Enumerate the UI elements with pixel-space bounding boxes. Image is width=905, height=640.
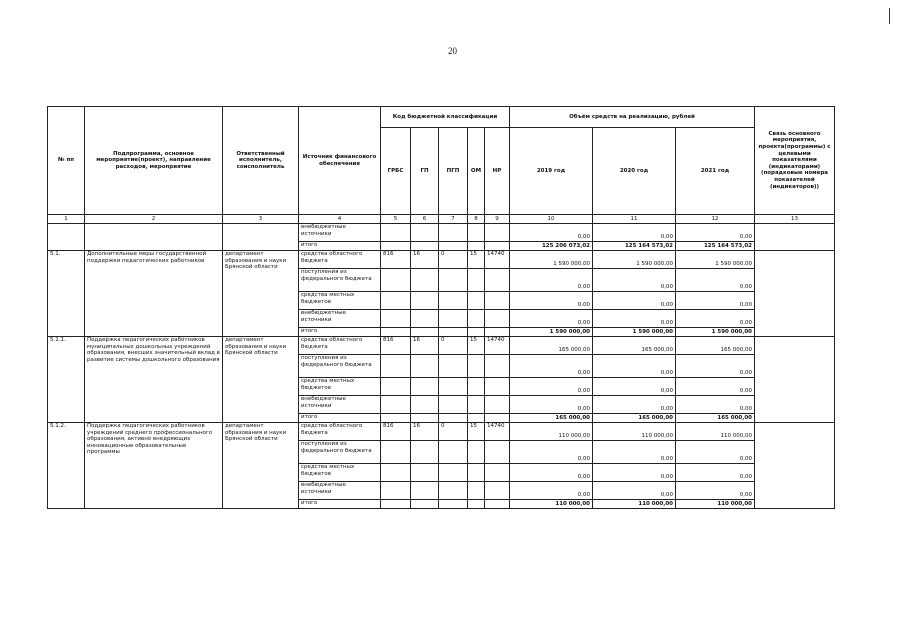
table-row <box>48 337 835 355</box>
column-number: 13 <box>755 215 835 224</box>
nr-cell: 14740 <box>485 251 510 269</box>
total-2020: 1 590 000,00 <box>593 328 676 337</box>
total-2019: 125 206 073,02 <box>510 242 593 251</box>
code-cell <box>485 464 510 482</box>
code-cell <box>381 292 411 310</box>
code-cell <box>439 378 468 396</box>
code-cell <box>485 355 510 378</box>
code-cell <box>411 378 439 396</box>
value-2021: 0,00 <box>676 378 755 396</box>
carry-name-cell <box>85 224 223 251</box>
value-2019: 0,00 <box>510 269 593 292</box>
value-2020: 1 590 000,00 <box>593 251 676 269</box>
value-2019: 1 590 000,00 <box>510 251 593 269</box>
total-2019: 110 000,00 <box>510 500 593 509</box>
item-number: 5.1.2. <box>48 423 85 509</box>
value-2021: 0,00 <box>676 464 755 482</box>
source-cell: поступления из федерального бюджета <box>299 355 381 378</box>
code-cell <box>411 500 439 509</box>
header-2021: 2021 год <box>676 128 755 215</box>
source-cell: средства местных бюджетов <box>299 378 381 396</box>
code-cell <box>381 500 411 509</box>
value-2019: 0,00 <box>510 310 593 328</box>
code-cell <box>439 464 468 482</box>
gp-cell: 16 <box>411 337 439 355</box>
source-cell: средства областного бюджета <box>299 423 381 441</box>
value-2019: 0,00 <box>510 396 593 414</box>
value-2021: 165 000,00 <box>676 337 755 355</box>
header-row-1 <box>48 107 835 128</box>
source-cell: внебюджетные источники <box>299 482 381 500</box>
total-2021: 165 000,00 <box>676 414 755 423</box>
code-cell <box>411 269 439 292</box>
value-2019: 0,00 <box>510 482 593 500</box>
column-number: 8 <box>468 215 485 224</box>
source-cell: средства областного бюджета <box>299 251 381 269</box>
header-volume-group: Объём средств на реализацию, рублей <box>510 107 755 128</box>
code-cell <box>485 441 510 464</box>
code-cell <box>411 292 439 310</box>
nr-cell: 14740 <box>485 337 510 355</box>
code-cell <box>411 464 439 482</box>
value-2021: 0,00 <box>676 441 755 464</box>
column-number: 3 <box>223 215 299 224</box>
code-cell <box>485 396 510 414</box>
value-2020: 0,00 <box>593 378 676 396</box>
code-cell <box>381 378 411 396</box>
code-cell <box>468 500 485 509</box>
code-cell <box>381 269 411 292</box>
header-pgp: ПГП <box>439 128 468 215</box>
item-number: 5.1. <box>48 251 85 337</box>
code-cell <box>485 292 510 310</box>
code-cell <box>485 269 510 292</box>
total-2021: 110 000,00 <box>676 500 755 509</box>
code-cell <box>468 355 485 378</box>
value-2021: 0,00 <box>676 224 755 242</box>
code-cell <box>468 310 485 328</box>
om-cell: 15 <box>468 251 485 269</box>
code-cell <box>439 441 468 464</box>
code-cell <box>439 269 468 292</box>
source-cell: итого <box>299 242 381 251</box>
total-2019: 1 590 000,00 <box>510 328 593 337</box>
item-name: Поддержка педагогических работников учреждений среднего профессионального образования, активно внедряющих инновационные образовательные программы <box>85 423 223 509</box>
code-cell <box>411 242 439 251</box>
source-cell: внебюджетные источники <box>299 224 381 242</box>
column-number: 2 <box>85 215 223 224</box>
code-cell <box>381 242 411 251</box>
value-2019: 0,00 <box>510 355 593 378</box>
value-2020: 0,00 <box>593 396 676 414</box>
link-cell <box>755 337 835 423</box>
total-2021: 125 164 573,02 <box>676 242 755 251</box>
total-2020: 165 000,00 <box>593 414 676 423</box>
item-number: 5.1.1. <box>48 337 85 423</box>
code-cell <box>381 441 411 464</box>
total-2019: 165 000,00 <box>510 414 593 423</box>
header-om: ОМ <box>468 128 485 215</box>
total-2020: 110 000,00 <box>593 500 676 509</box>
column-number: 1 <box>48 215 85 224</box>
code-cell <box>439 292 468 310</box>
header-executor: Ответственный исполнитель, соисполнитель <box>223 107 299 215</box>
header-budget-code-group: Код бюджетной классификации <box>381 107 510 128</box>
link-cell <box>755 423 835 509</box>
source-cell: итого <box>299 328 381 337</box>
value-2021: 0,00 <box>676 396 755 414</box>
code-cell <box>468 441 485 464</box>
source-cell: итого <box>299 500 381 509</box>
code-cell <box>468 269 485 292</box>
code-cell <box>439 310 468 328</box>
code-cell <box>411 310 439 328</box>
value-2020: 0,00 <box>593 292 676 310</box>
total-2021: 1 590 000,00 <box>676 328 755 337</box>
code-cell <box>439 242 468 251</box>
source-cell: внебюджетные источники <box>299 310 381 328</box>
item-executor: департамент образования и науки Брянской области <box>223 423 299 509</box>
source-cell: итого <box>299 414 381 423</box>
code-cell <box>485 482 510 500</box>
code-cell <box>381 355 411 378</box>
column-number: 12 <box>676 215 755 224</box>
link-cell <box>755 224 835 251</box>
column-number: 6 <box>411 215 439 224</box>
value-2021: 110 000,00 <box>676 423 755 441</box>
code-cell <box>381 310 411 328</box>
value-2021: 0,00 <box>676 310 755 328</box>
source-cell: поступления из федерального бюджета <box>299 441 381 464</box>
header-source: Источник финансового обеспечения <box>299 107 381 215</box>
value-2020: 0,00 <box>593 441 676 464</box>
code-cell <box>439 396 468 414</box>
code-cell <box>468 396 485 414</box>
code-cell <box>468 414 485 423</box>
code-cell <box>468 378 485 396</box>
code-cell <box>485 328 510 337</box>
header-2020: 2020 год <box>593 128 676 215</box>
value-2021: 0,00 <box>676 355 755 378</box>
item-executor: департамент образования и науки Брянской области <box>223 337 299 423</box>
code-cell <box>468 464 485 482</box>
code-cell <box>485 242 510 251</box>
item-name: Поддержка педагогических работников муниципальных дошкольных учреждений образования, внесших значительный вклад в развитие системы дошкольного образования <box>85 337 223 423</box>
header-gp: ГП <box>411 128 439 215</box>
code-cell <box>411 328 439 337</box>
pgp-cell: 0 <box>439 251 468 269</box>
value-2019: 165 000,00 <box>510 337 593 355</box>
code-cell <box>439 224 468 242</box>
header-num: № пп <box>48 107 85 215</box>
link-cell <box>755 251 835 337</box>
header-link: Связь основного мероприятия, проекта(программы) с целевыми показателями (индикаторами) (порядковые номера показателей (индикаторов)) <box>755 107 835 215</box>
header-grbs: ГРБС <box>381 128 411 215</box>
code-cell <box>468 242 485 251</box>
value-2020: 0,00 <box>593 355 676 378</box>
value-2019: 0,00 <box>510 224 593 242</box>
source-cell: средства областного бюджета <box>299 337 381 355</box>
code-cell <box>381 482 411 500</box>
code-cell <box>485 414 510 423</box>
code-cell <box>468 328 485 337</box>
gp-cell: 16 <box>411 251 439 269</box>
code-cell <box>381 414 411 423</box>
column-number: 10 <box>510 215 593 224</box>
code-cell <box>381 224 411 242</box>
grbs-cell: 816 <box>381 423 411 441</box>
code-cell <box>411 396 439 414</box>
table-row <box>48 224 835 242</box>
pgp-cell: 0 <box>439 423 468 441</box>
code-cell <box>411 224 439 242</box>
value-2019: 0,00 <box>510 378 593 396</box>
source-cell: средства местных бюджетов <box>299 464 381 482</box>
code-cell <box>381 396 411 414</box>
code-cell <box>468 482 485 500</box>
table-row <box>48 423 835 441</box>
table-body <box>48 215 835 509</box>
column-number: 9 <box>485 215 510 224</box>
om-cell: 15 <box>468 423 485 441</box>
header-subprogram: Подпрограмма, основное мероприятие(проект), направление расходов, мероприятие <box>85 107 223 215</box>
source-cell: поступления из федерального бюджета <box>299 269 381 292</box>
carry-executor-cell <box>223 224 299 251</box>
page-number: 20 <box>448 46 457 56</box>
grbs-cell: 816 <box>381 251 411 269</box>
code-cell <box>485 500 510 509</box>
column-number: 4 <box>299 215 381 224</box>
nr-cell: 14740 <box>485 423 510 441</box>
item-name: Дополнительные меры государственной поддержки педагогических работников <box>85 251 223 337</box>
item-executor: департамент образования и науки Брянской области <box>223 251 299 337</box>
code-cell <box>439 482 468 500</box>
value-2021: 1 590 000,00 <box>676 251 755 269</box>
carry-num-cell <box>48 224 85 251</box>
value-2019: 0,00 <box>510 292 593 310</box>
code-cell <box>411 441 439 464</box>
value-2020: 0,00 <box>593 269 676 292</box>
column-number: 7 <box>439 215 468 224</box>
value-2020: 0,00 <box>593 224 676 242</box>
pgp-cell: 0 <box>439 337 468 355</box>
value-2021: 0,00 <box>676 269 755 292</box>
value-2020: 165 000,00 <box>593 337 676 355</box>
code-cell <box>439 328 468 337</box>
value-2020: 110 000,00 <box>593 423 676 441</box>
column-number-row <box>48 215 835 224</box>
code-cell <box>439 414 468 423</box>
value-2021: 0,00 <box>676 292 755 310</box>
gp-cell: 16 <box>411 423 439 441</box>
budget-table <box>47 106 835 509</box>
code-cell <box>468 292 485 310</box>
value-2021: 0,00 <box>676 482 755 500</box>
value-2019: 110 000,00 <box>510 423 593 441</box>
code-cell <box>411 355 439 378</box>
code-cell <box>411 482 439 500</box>
source-cell: средства местных бюджетов <box>299 292 381 310</box>
scan-edge-mark <box>889 8 890 24</box>
table-row <box>48 251 835 269</box>
code-cell <box>468 224 485 242</box>
code-cell <box>381 464 411 482</box>
header-nr: НР <box>485 128 510 215</box>
om-cell: 15 <box>468 337 485 355</box>
value-2020: 0,00 <box>593 464 676 482</box>
code-cell <box>439 355 468 378</box>
value-2020: 0,00 <box>593 482 676 500</box>
header-2019: 2019 год <box>510 128 593 215</box>
code-cell <box>485 378 510 396</box>
code-cell <box>485 310 510 328</box>
code-cell <box>411 414 439 423</box>
table-header <box>48 107 835 215</box>
code-cell <box>381 328 411 337</box>
value-2020: 0,00 <box>593 310 676 328</box>
value-2019: 0,00 <box>510 464 593 482</box>
code-cell <box>439 500 468 509</box>
column-number: 5 <box>381 215 411 224</box>
total-2020: 125 164 573,02 <box>593 242 676 251</box>
column-number: 11 <box>593 215 676 224</box>
code-cell <box>485 224 510 242</box>
grbs-cell: 816 <box>381 337 411 355</box>
value-2019: 0,00 <box>510 441 593 464</box>
source-cell: внебюджетные источники <box>299 396 381 414</box>
